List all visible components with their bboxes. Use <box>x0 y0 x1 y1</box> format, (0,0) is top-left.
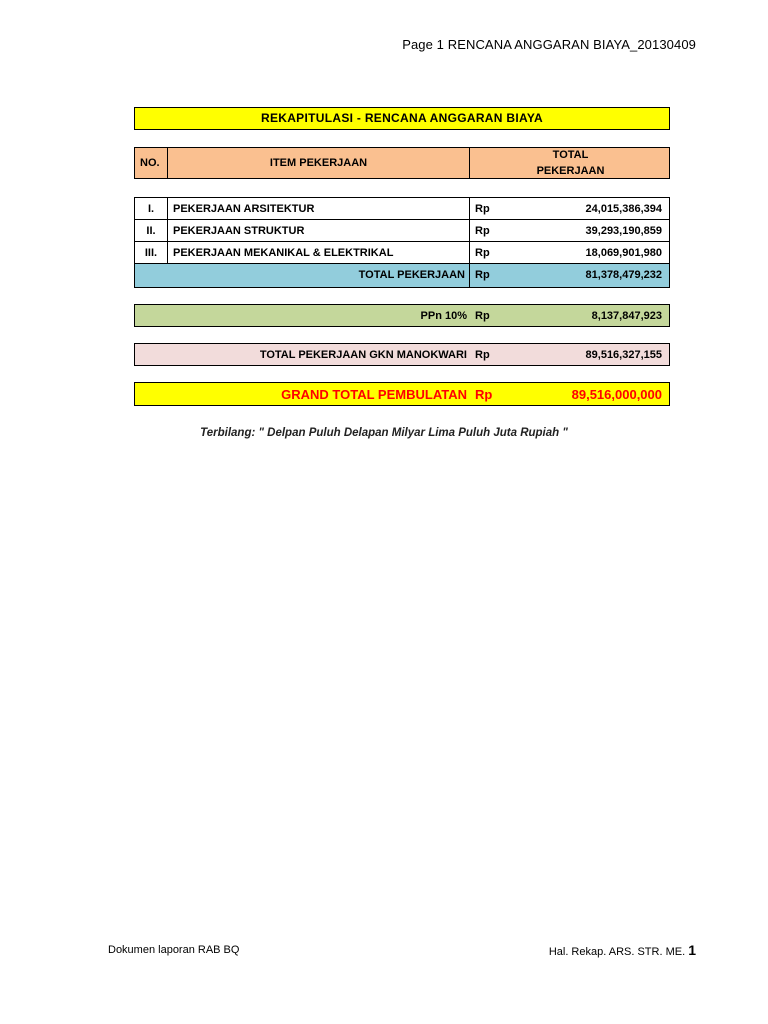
total-label: TOTAL PEKERJAAN <box>135 264 470 287</box>
ppn-currency: Rp <box>475 309 490 322</box>
footer-page-label: Hal. Rekap. ARS. STR. ME. <box>548 946 686 958</box>
column-total <box>470 148 671 178</box>
footer-page-info <box>549 942 696 958</box>
page-header: Page 1 RENCANA ANGGARAN BIAYA_20130409 <box>402 37 696 52</box>
row-currency: Rp <box>475 247 490 259</box>
gkn-total-row <box>134 343 670 366</box>
row-item-name: PEKERJAAN MEKANIKAL & ELEKTRIKAL <box>168 242 470 263</box>
footer-page-number: 1 <box>688 942 696 958</box>
gkn-value: 89,516,327,155 <box>585 348 662 361</box>
row-value: 24,015,386,394 <box>585 203 662 215</box>
row-number: II. <box>135 220 168 241</box>
items-table <box>134 197 670 288</box>
column-total-line1: TOTAL <box>552 149 589 161</box>
grand-label: GRAND TOTAL PEMBULATAN <box>281 386 467 402</box>
row-number: III. <box>135 242 168 263</box>
gkn-label: TOTAL PEKERJAAN GKN MANOKWARI <box>259 348 467 361</box>
gkn-currency: Rp <box>475 348 490 361</box>
ppn-value: 8,137,847,923 <box>591 309 662 322</box>
row-currency: Rp <box>475 203 490 215</box>
sheet-title: REKAPITULASI - RENCANA ANGGARAN BIAYA <box>134 107 670 130</box>
row-value: 18,069,901,980 <box>585 247 662 259</box>
footer-document-label: Dokumen laporan RAB BQ <box>108 944 240 956</box>
ppn-label: PPn 10% <box>420 309 467 322</box>
table-row <box>135 242 669 264</box>
amount-in-words: Terbilang: " Delpan Puluh Delapan Milyar Lima Puluh Juta Rupiah " <box>200 427 568 439</box>
column-no: NO. <box>135 148 168 178</box>
table-row <box>135 198 669 220</box>
row-item-name: PEKERJAAN ARSITEKTUR <box>168 198 470 219</box>
column-item: ITEM PEKERJAAN <box>168 148 470 178</box>
ppn-row <box>134 304 670 327</box>
row-value: 39,293,190,859 <box>585 225 662 237</box>
column-header-row <box>134 147 670 179</box>
column-total-line2: PEKERJAAN <box>536 165 605 177</box>
grand-currency: Rp <box>475 386 493 402</box>
table-row <box>135 220 669 242</box>
grand-value: 89,516,000,000 <box>571 386 662 402</box>
total-currency: Rp <box>475 269 490 281</box>
grand-total-row <box>134 382 670 406</box>
total-value: 81,378,479,232 <box>585 269 662 281</box>
row-item-name: PEKERJAAN STRUKTUR <box>168 220 470 241</box>
total-row <box>135 264 669 287</box>
row-number: I. <box>135 198 168 219</box>
row-currency: Rp <box>475 225 490 237</box>
